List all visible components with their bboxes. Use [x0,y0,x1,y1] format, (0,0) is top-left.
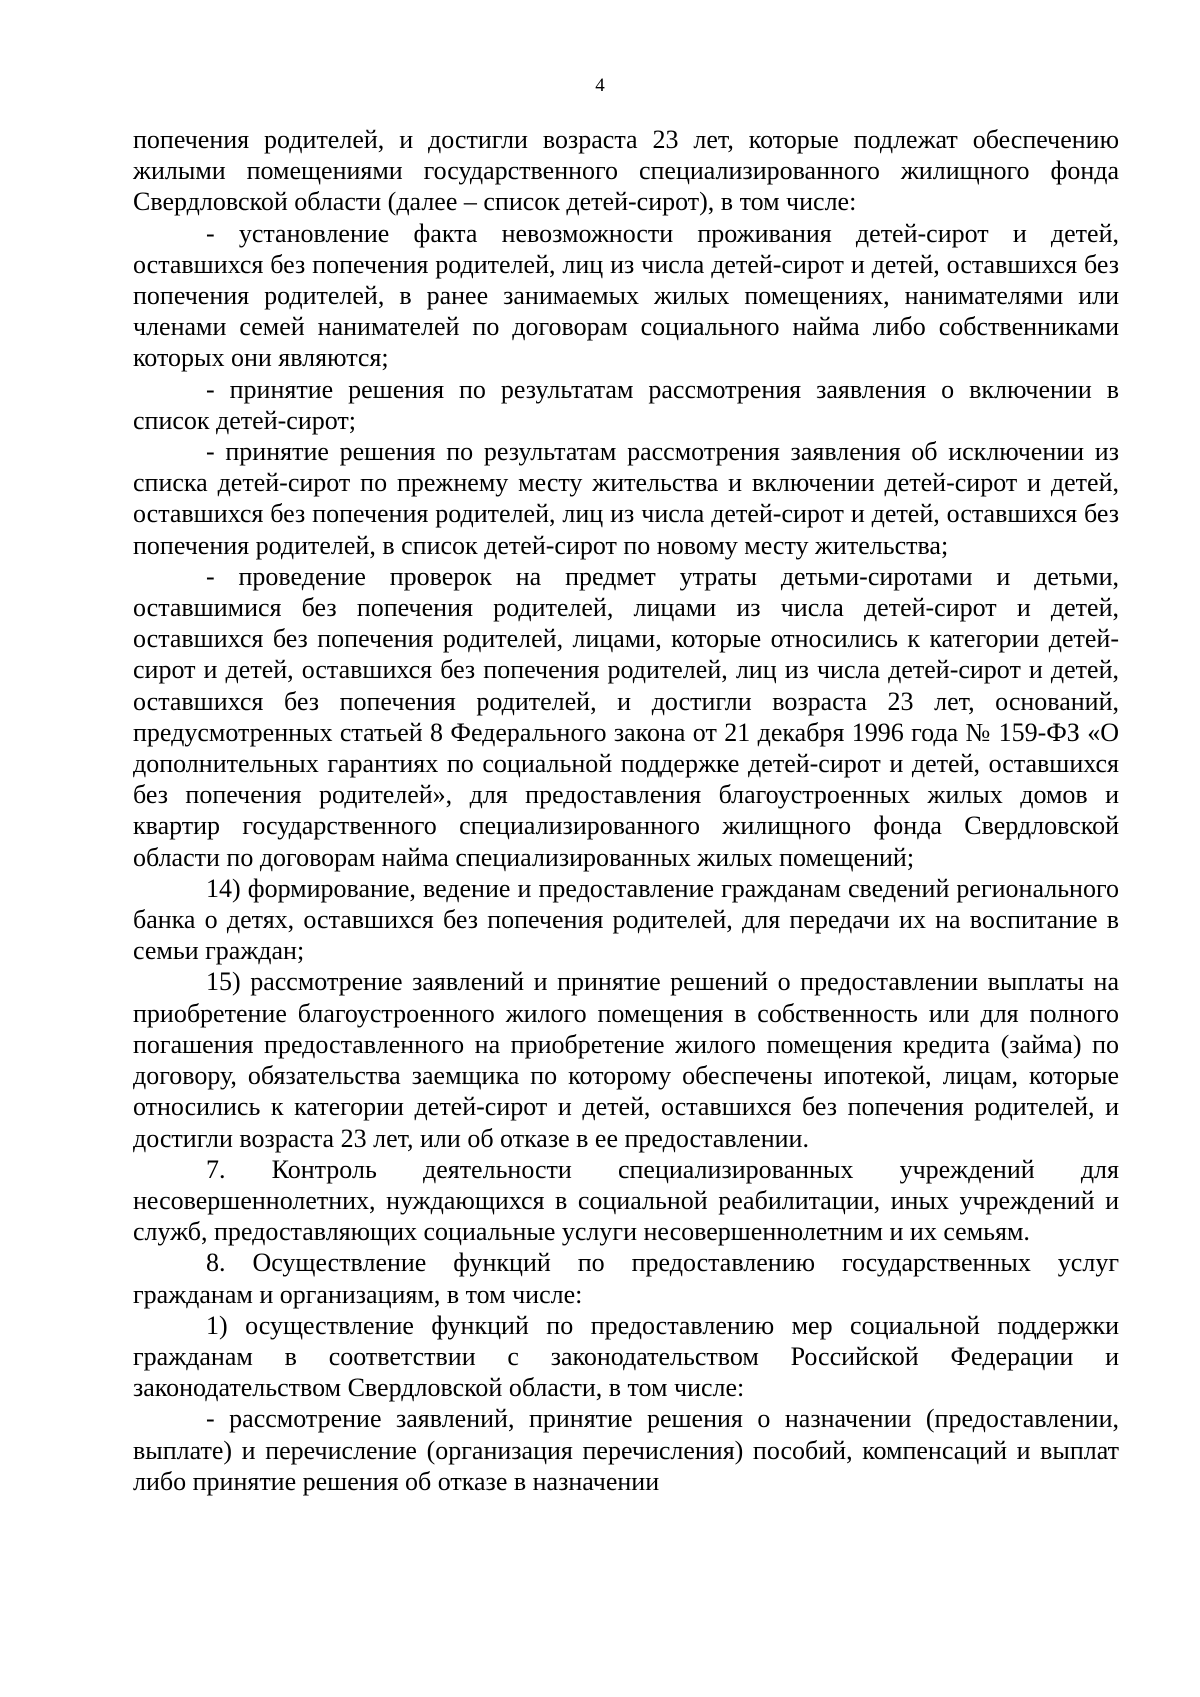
paragraph-4: - принятие решения по результатам рассмотрения заявления об исключении из списка детей-сирот по прежнему месту жительства и включении детей-сирот и детей, оставшихся без попечения родителей, лиц из числа детей-сирот и детей, оставшихся без попечения родителей, в список детей-сирот по новому месту жительства; [133,437,1119,560]
paragraph-5: - проведение проверок на предмет утраты детьми-сиротами и детьми, оставшимися без попечения родителей, лицами из числа детей-сирот и детей, оставшихся без попечения родителей, лицами, которые относились к категории детей-сирот и детей, оставшихся без попечения родителей, лиц из числа детей-сирот и детей, оставшихся без попечения родителей, и достигли возраста 23 лет, оснований, предусмотренных статьей 8 Федерального закона от 21 декабря 1996 года № 159-ФЗ «О дополнительных гарантиях по социальной поддержке детей-сирот и детей, оставшихся без попечения родителей», для предоставления благоустроенных жилых домов и квартир государственного специализированного жилищного фонда Свердловской области по договорам найма специализированных жилых помещений; [133,561,1119,872]
paragraph-3: - принятие решения по результатам рассмотрения заявления о включении в список детей-сирот; [133,374,1119,435]
paragraph-9: 8. Осуществление функций по предоставлению государственных услуг гражданам и организациям, в том числе: [133,1248,1119,1309]
paragraph-8: 7. Контроль деятельности специализированных учреждений для несовершеннолетних, нуждающихся в социальной реабилитации, иных учреждений и служб, предоставляющих социальные услуги несовершеннолетним и их семьям. [133,1154,1119,1247]
paragraph-2: - установление факта невозможности проживания детей-сирот и детей, оставшихся без попечения родителей, лиц из числа детей-сирот и детей, оставшихся без попечения родителей, в ранее занимаемых жилых помещениях, нанимателями или членами семей нанимателей по договорам социального найма либо собственниками которых они являются; [133,218,1119,373]
paragraph-1: попечения родителей, и достигли возраста 23 лет, которые подлежат обеспечению жилыми помещениями государственного специализированного жилищного фонда Свердловской области (далее – список детей-сирот), в том числе: [133,125,1119,217]
paragraph-10: 1) осуществление функций по предоставлению мер социальной поддержки гражданам в соответствии с законодательством Российской Федерации и законодательством Свердловской области, в том числе: [133,1310,1119,1403]
paragraph-11: - рассмотрение заявлений, принятие решения о назначении (предоставлении, выплате) и перечисление (организация перечисления) пособий, компенсаций и выплат либо принятие решения об отказе в назначении [133,1404,1119,1496]
paragraph-7: 15) рассмотрение заявлений и принятие решений о предоставлении выплаты на приобретение благоустроенного жилого помещения в собственность или для полного погашения предоставленного на приобретение жилого помещения кредита (займа) по договору, обязательства заемщика по которому обеспечены ипотекой, лицам, которые относились к категории детей-сирот и детей, оставшихся без попечения родителей, и достигли возраста 23 лет, или об отказе в ее предоставлении. [133,967,1119,1153]
document-body [133,124,1119,1497]
page-number: 4 [595,75,605,96]
paragraph-6: 14) формирование, ведение и предоставление гражданам сведений регионального банка о детях, оставшихся без попечения родителей, для передачи их на воспитание в семьи граждан; [133,873,1119,966]
